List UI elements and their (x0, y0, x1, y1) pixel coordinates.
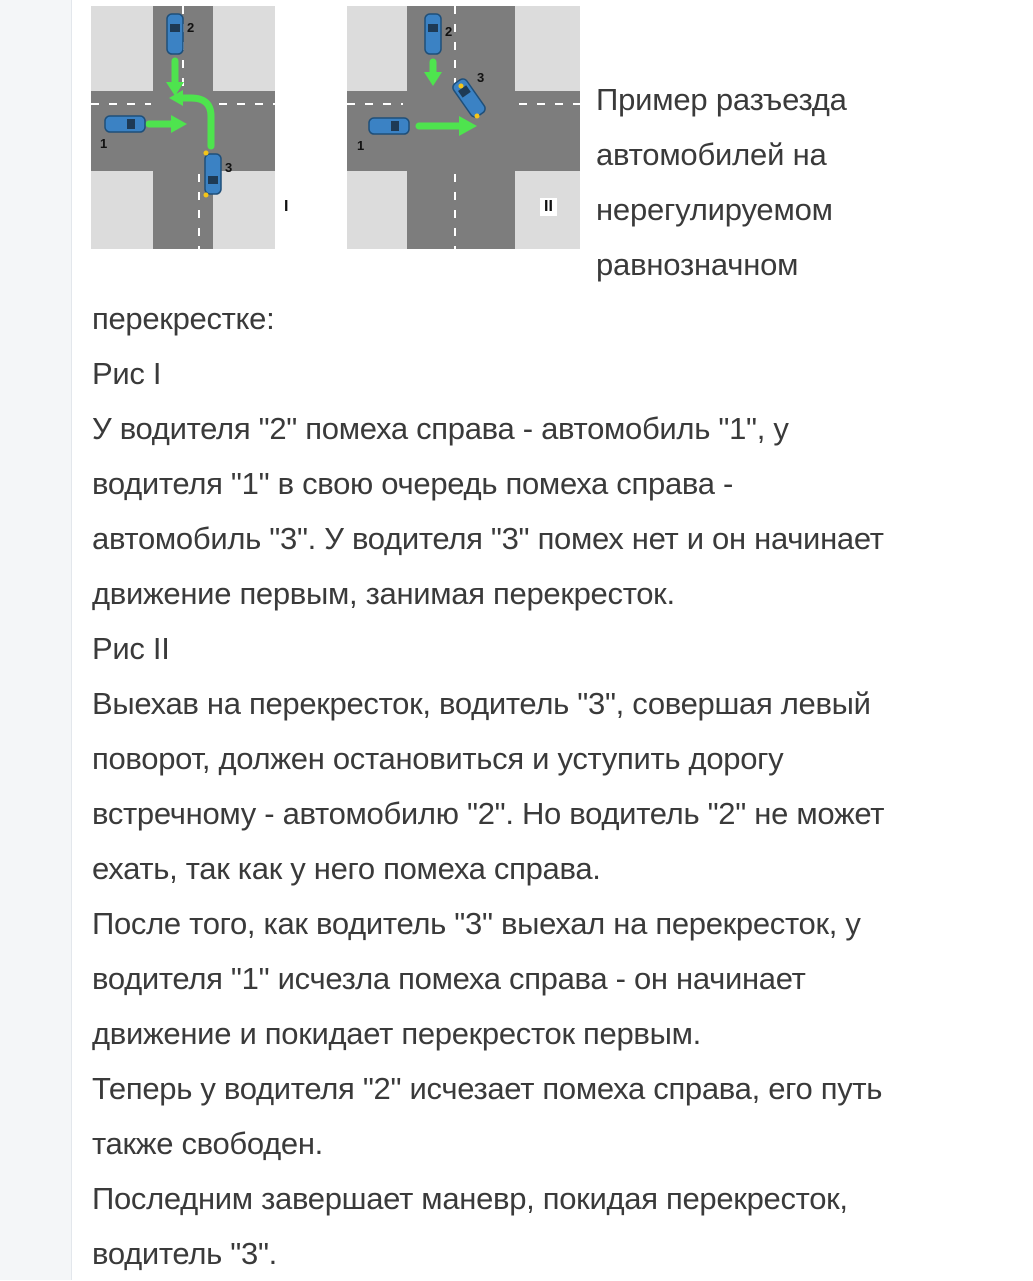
caption-line: равнозначном (596, 247, 799, 282)
car-2 (425, 14, 441, 54)
caption-line: Пример разъезда (596, 82, 847, 117)
body-line: автомобиль "3". У водителя "3" помех нет и он начинает (92, 521, 884, 556)
car-1 (369, 118, 409, 134)
car-3 (204, 151, 222, 198)
body-line: Выехав на перекресток, водитель "3", совершая левый (92, 686, 871, 721)
body-line: ехать, так как у него помеха справа. (92, 851, 601, 886)
body-line: поворот, должен остановиться и уступить дорогу (92, 741, 784, 776)
body-line: После того, как водитель "3" выехал на перекресток, у (92, 906, 861, 941)
car-label-1: 1 (357, 138, 365, 153)
figure-roman-2: II (540, 198, 557, 216)
body-line: Последним завершает маневр, покидая перекресток, (92, 1181, 848, 1216)
figure-roman-1: I (284, 198, 289, 215)
caption-line: нерегулируемом (596, 192, 833, 227)
body-line: У водителя "2" помеха справа - автомобиль "1", у (92, 411, 789, 446)
figure-heading-2: Рис II (92, 631, 170, 666)
body-line: встречному - автомобилю "2". Но водитель "2" не может (92, 796, 885, 831)
body-line: водителя "1" в свою очередь помеха справа - (92, 466, 733, 501)
car-label-1: 1 (100, 136, 108, 151)
intersection-diagram-1 (91, 6, 275, 249)
car-label-2: 2 (445, 24, 453, 39)
body-line: движение и покидает перекресток первым. (92, 1016, 701, 1051)
left-margin-strip (0, 0, 72, 1280)
car-label-3: 3 (477, 70, 485, 85)
diagram-caption (596, 72, 1016, 292)
article-body (92, 291, 1022, 1281)
body-line: перекрестке: (92, 301, 275, 336)
body-line: Теперь у водителя "2" исчезает помеха справа, его путь (92, 1071, 883, 1106)
car-2 (167, 14, 183, 54)
body-line: также свободен. (92, 1126, 323, 1161)
caption-line: автомобилей на (596, 137, 827, 172)
body-line: водитель "3". (92, 1236, 277, 1271)
body-line: водителя "1" исчезла помеха справа - он начинает (92, 961, 806, 996)
car-label-2: 2 (187, 20, 195, 35)
figure-heading-1: Рис I (92, 356, 162, 391)
body-line: движение первым, занимая перекресток. (92, 576, 675, 611)
car-1 (105, 116, 145, 132)
car-label-3: 3 (225, 160, 233, 175)
